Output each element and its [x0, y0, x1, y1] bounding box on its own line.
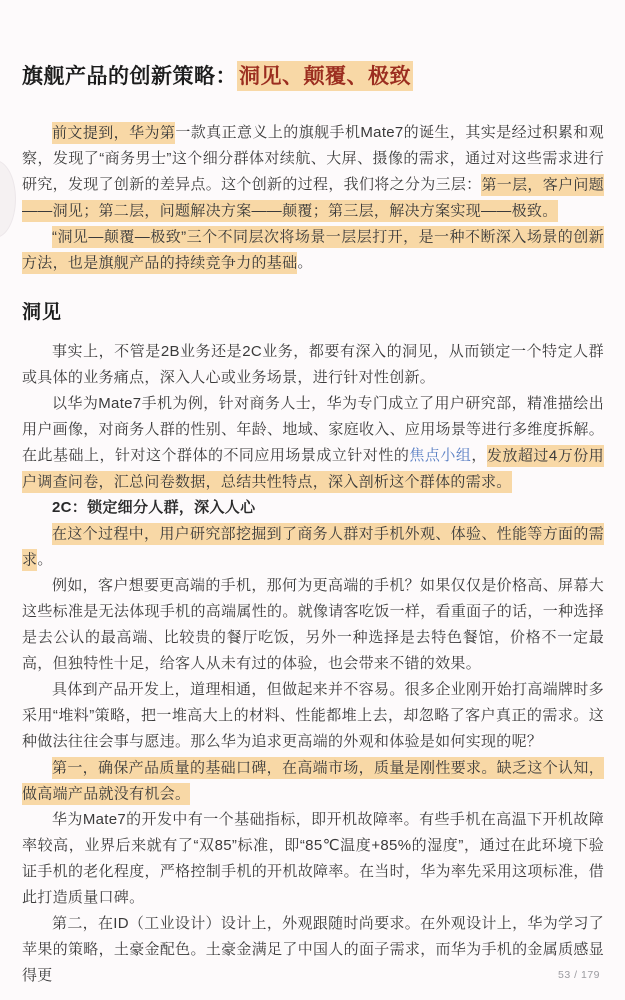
user-highlight[interactable]: 第一层，客户问题——洞见；第二层，问题解决方案——颠覆；第三层，解决方案实现——极致。 — [22, 174, 604, 222]
content — [22, 120, 604, 989]
user-highlight[interactable]: “洞见—颠覆—极致”三个不同层次将场景一层层打开，是一种不断深入场景的创新方法，也是旗舰产品的持续竞争力的基础 — [22, 226, 604, 274]
text-span: 。 — [37, 551, 53, 568]
text-span: 事实上，不管是2B业务还是2C业务，都要有深入的洞见，从而锁定一个特定人群或具体的业务痛点，深入人心或业务场景，进行针对性创新。 — [22, 343, 604, 386]
subheading-paragraph — [22, 495, 604, 521]
annotation-link[interactable]: 焦点小组 — [409, 447, 472, 464]
text-span: ， — [471, 447, 487, 464]
text-span: 一款真正意义上的旗舰手机Mate7的诞生，其实是经过积累和观察，发现了“商务男士”这个细分群体对续航、大屏、摄像的需求，通过对这些需求进行研究，发现了创新的差异点。这个创新的过程，我们将之分为三层： — [22, 124, 604, 193]
paragraph — [22, 807, 604, 911]
user-highlight[interactable]: 在这个过程中，用户研究部挖掘到了商务人群对手机外观、体验、性能等方面的需求 — [22, 523, 604, 571]
chapter-title — [22, 62, 604, 90]
text-span: 2C：锁定细分人群，深入人心 — [52, 499, 256, 516]
paragraph — [22, 224, 604, 276]
text-span: 第二，在ID（工业设计）设计上，外观跟随时尚要求。在外观设计上，华为学习了苹果的策略，土豪金配色。土豪金满足了中国人的面子需求，而华为手机的金属质感显得更 — [22, 915, 604, 984]
chapter-title-plain: 旗舰产品的创新策略： — [22, 64, 237, 88]
user-highlight[interactable]: 发放超过4万份用户调查问卷，汇总问卷数据，总结共性特点，深入剖析这个群体的需求。 — [22, 445, 604, 493]
page-edge-bubble — [0, 160, 16, 238]
user-highlight[interactable]: 前文提到，华为第 — [52, 122, 175, 144]
paragraph — [22, 120, 604, 224]
text-span: 以华为Mate7手机为例，针对商务人士，华为专门成立了用户研究部，精准描绘出用户画像，对商务人群的性别、年龄、地域、家庭收入、应用场景等进行多维度拆解。在此基础上，针对这个群体的不同应用场景成立针对性的 — [22, 395, 604, 464]
paragraph — [22, 521, 604, 573]
text-span: 例如，客户想要更高端的手机，那何为更高端的手机？如果仅仅是价格高、屏幕大这些标准是无法体现手机的高端属性的。就像请客吃饭一样，看重面子的话，一种选择是去公认的最高端、比较贵的餐厅吃饭，另外一种选择是去特色餐馆，价格不一定最高，但独特性十足，给客人从未有过的体验，也会带来不错的效果。 — [22, 577, 604, 672]
paragraph — [22, 391, 604, 495]
paragraph — [22, 677, 604, 755]
text-span: 。 — [297, 254, 313, 271]
paragraph — [22, 573, 604, 677]
page-indicator: 53 / 179 — [558, 969, 600, 981]
paragraph — [22, 911, 604, 989]
user-highlight[interactable]: 第一，确保产品质量的基础口碑，在高端市场，质量是刚性要求。缺乏这个认知，做高端产品就没有机会。 — [22, 757, 604, 805]
section-heading: 洞见 — [22, 302, 63, 323]
text-span: 具体到产品开发上，道理相通，但做起来并不容易。很多企业刚开始打高端牌时多采用“堆料”策略，把一堆高大上的材料、性能都堆上去，却忽略了客户真正的需求。这种做法往往会事与愿违。那么华为追求更高端的外观和体验是如何实现的呢？ — [22, 681, 604, 750]
paragraph — [22, 339, 604, 391]
paragraph — [22, 755, 604, 807]
text-span: 华为Mate7的开发中有一个基础指标，即开机故障率。有些手机在高温下开机故障率较高，业界后来就有了“双85”标准，即“85℃温度+85%的湿度”，通过在此环境下验证手机的老化程度，严格控制手机的开机故障率。在当时，华为率先采用这项标准，借此打造质量口碑。 — [22, 811, 604, 906]
chapter-title-highlight[interactable]: 洞见、颠覆、极致 — [237, 61, 413, 91]
